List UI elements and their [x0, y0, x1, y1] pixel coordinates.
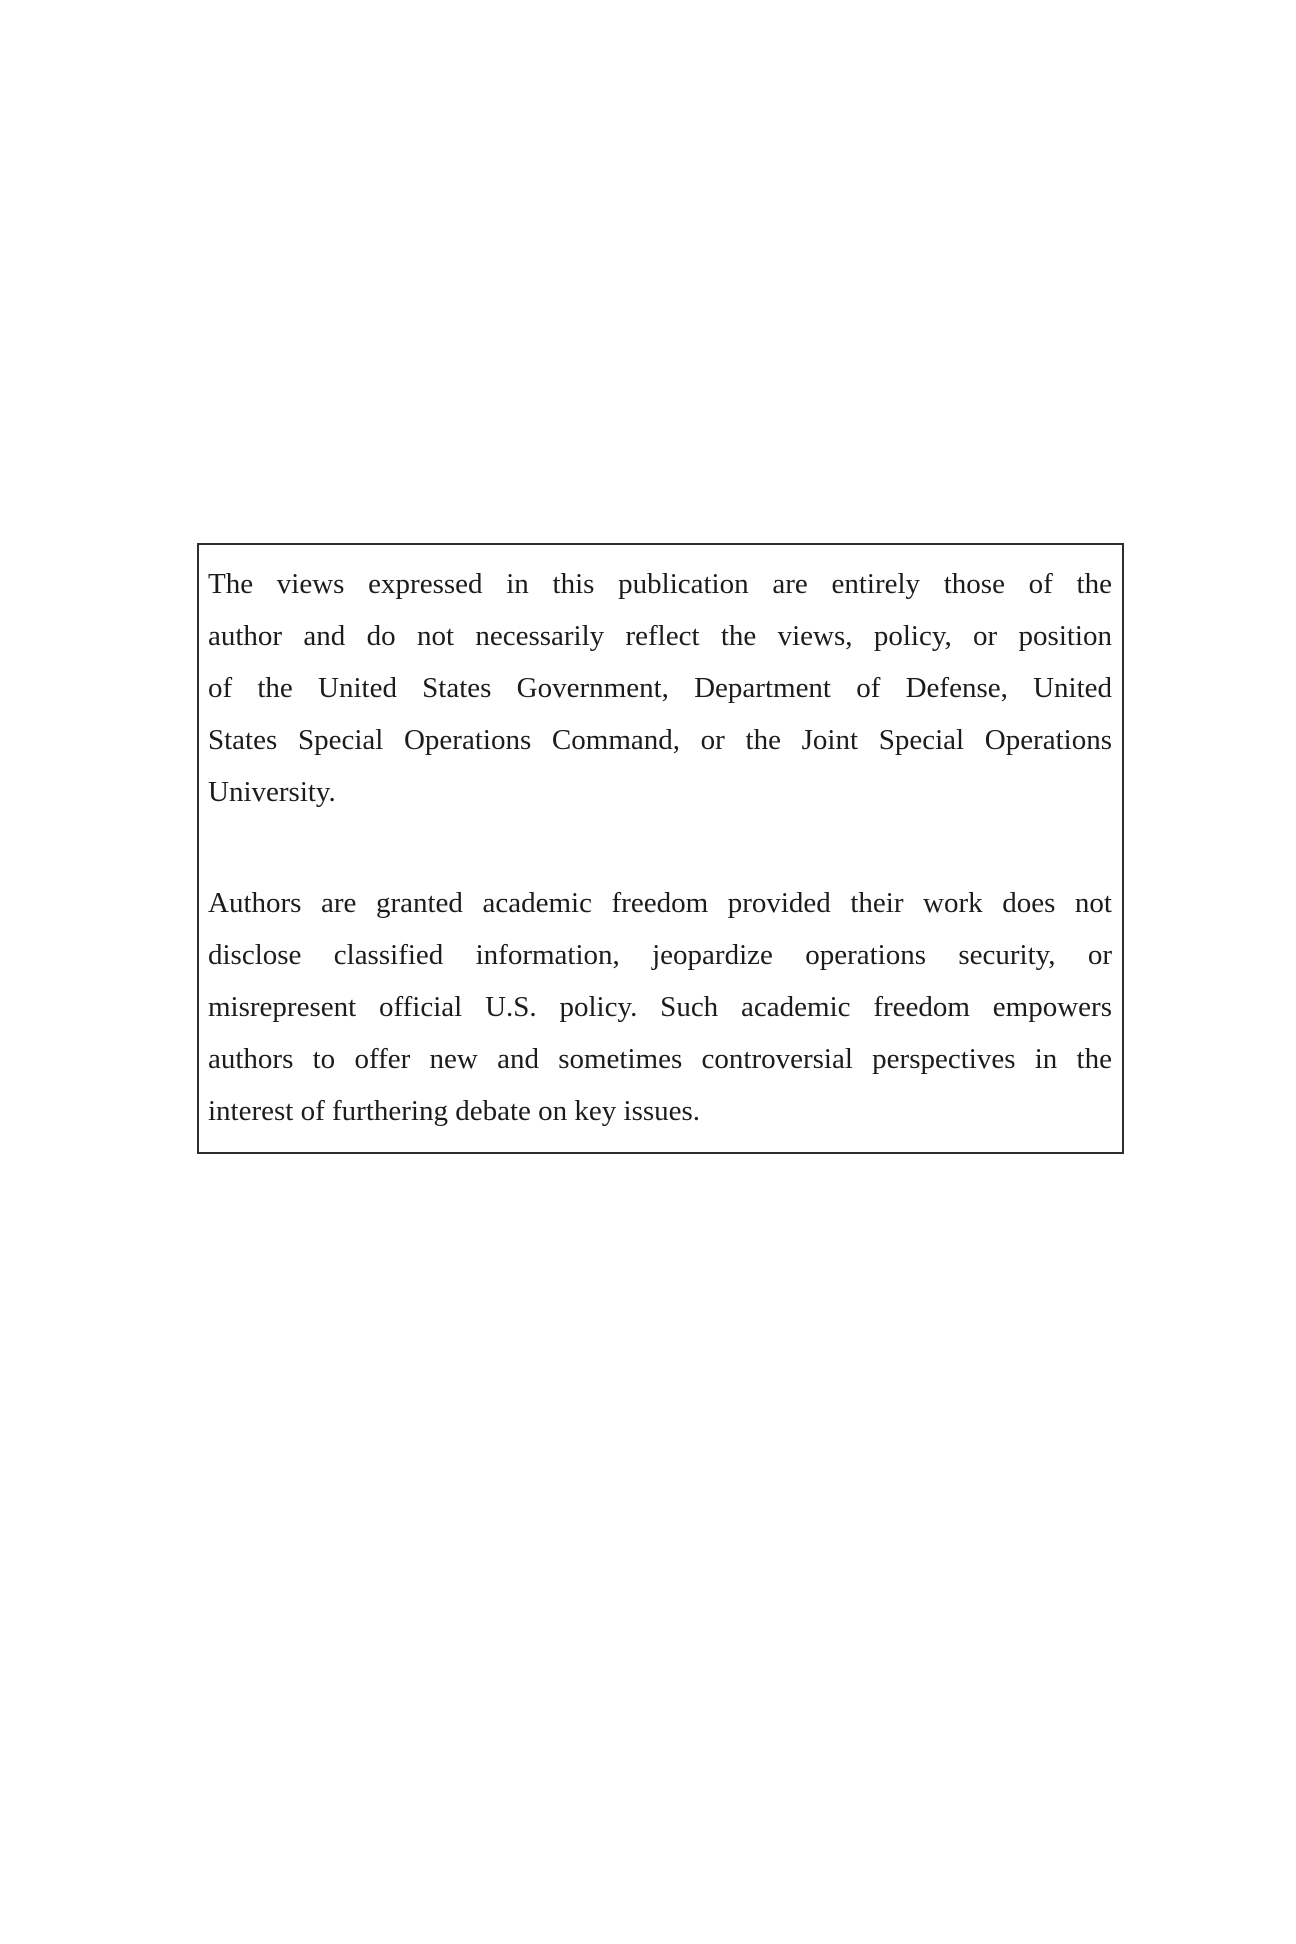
text-line: of the United States Government, Department of Defense, United: [208, 672, 1112, 704]
disclaimer-paragraph-views: [208, 558, 1112, 818]
text-line: author and do not necessarily reflect the views, policy, or position: [208, 620, 1112, 652]
text-line: University.: [208, 776, 336, 808]
disclaimer-paragraph-academic-freedom: [208, 877, 1112, 1137]
text-line: Authors are granted academic freedom provided their work does not: [208, 887, 1112, 919]
text-line: misrepresent official U.S. policy. Such academic freedom empowers: [208, 991, 1112, 1023]
text-line: States Special Operations Command, or the Joint Special Operations: [208, 724, 1112, 756]
disclaimer-box: [197, 543, 1124, 1154]
text-line: authors to offer new and sometimes controversial perspectives in the: [208, 1043, 1112, 1075]
text-line: The views expressed in this publication are entirely those of the: [208, 568, 1112, 600]
text-line: disclose classified information, jeopardize operations security, or: [208, 939, 1112, 971]
text-line: interest of furthering debate on key issues.: [208, 1095, 701, 1127]
